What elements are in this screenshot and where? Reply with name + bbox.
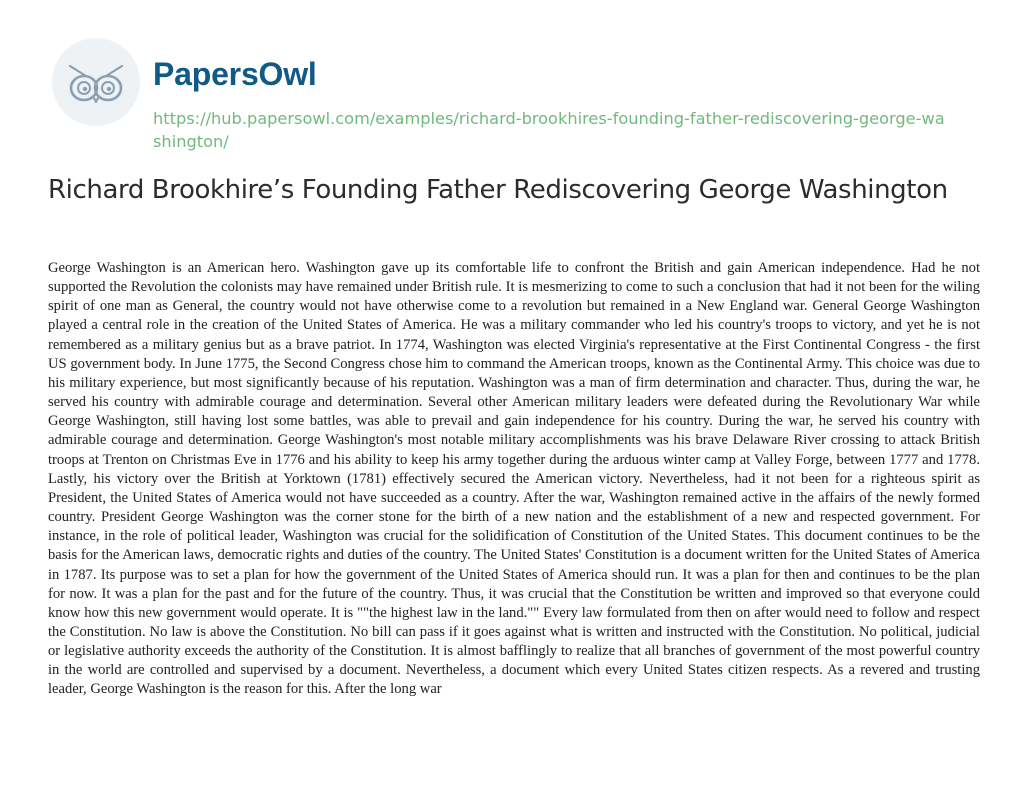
brand-name[interactable]: PapersOwl (153, 56, 317, 92)
document-title: Richard Brookhire’s Founding Father Rediscovering George Washington (48, 175, 948, 205)
site-header (50, 36, 990, 156)
source-url-link[interactable]: https://hub.papersowl.com/examples/richard-brookhires-founding-father-rediscovering-george-washington/ (153, 109, 945, 151)
owl-eyes-icon[interactable] (50, 36, 142, 128)
document-body: George Washington is an American hero. Washington gave up its comfortable life to confront the British and gain American independence. Had he not supported the Revolution the colonists may have remained under British rule. It is mesmerizing to come to such a conclusion that had it not been for the wiling spirit of one man as General, the country would not have otherwise come to a revolution but remained in a New England war. General George Washington played a central role in the creation of the United States of America. He was a military commander who led his country's troops to victory, and yet he is not remembered as a military genius but as a brave patriot. In 1774, Washington was elected Virginia's representative at the First Continental Congress - the first US government body. In June 1775, the Second Congress chose him to command the American troops, known as the Continental Army. This choice was due to his military experience, but most significantly because of his reputation. Washington was a man of firm determination and character. Thus, during the war, he served his country with admirable courage and determination. Several other American military leaders were defeated during the Revolutionary War while George Washington, still having lost some battles, was able to prevail and gain independence for his country. During the war, he served his country with admirable courage and determination. George Washington's most notable military accomplishments was his brave Delaware River crossing to attack British troops at Trenton on Christmas Eve in 1776 and his ability to keep his army together during the arduous winter camp at Valley Forge, between 1777 and 1778. Lastly, his victory over the British at Yorktown (1781) effectively secured the American victory. Nevertheless, had it not been for a righteous spirit as President, the United States of America would not have succeeded as a country. After the war, Washington remained active in the affairs of the newly formed country. President George Washington was the corner stone for the birth of a new nation and the establishment of a new and respected government. For instance, in the role of political leader, Washington was crucial for the solidification of Constitution of the United States. This document continues to be the basis for the American laws, democratic rights and duties of the country. The United States' Constitution is a document written for the United States of America in 1787. Its purpose was to set a plan for how the government of the United States of America should run. It was a plan for then and continues to be the plan for now. It was a plan for the past and for the future of the country. Thus, it was crucial that the Constitution be written and improved so that everyone could know how this new government would operate. It is ""the highest law in the land."" Every law formulated from then on after would need to follow and respect the Constitution. No law is above the Constitution. No bill can pass if it goes against what is written and instructed with the Constitution. No political, judicial or legislative authority exceeds the authority of the Constitution. It is almost bafflingly to realize that all branches of government of the most powerful country in the world are controlled and supervised by a document. Nevertheless, a document which every United States citizen respects. As a revered and trusting leader, George Washington is the reason for this. After the long war (48, 260, 980, 698)
